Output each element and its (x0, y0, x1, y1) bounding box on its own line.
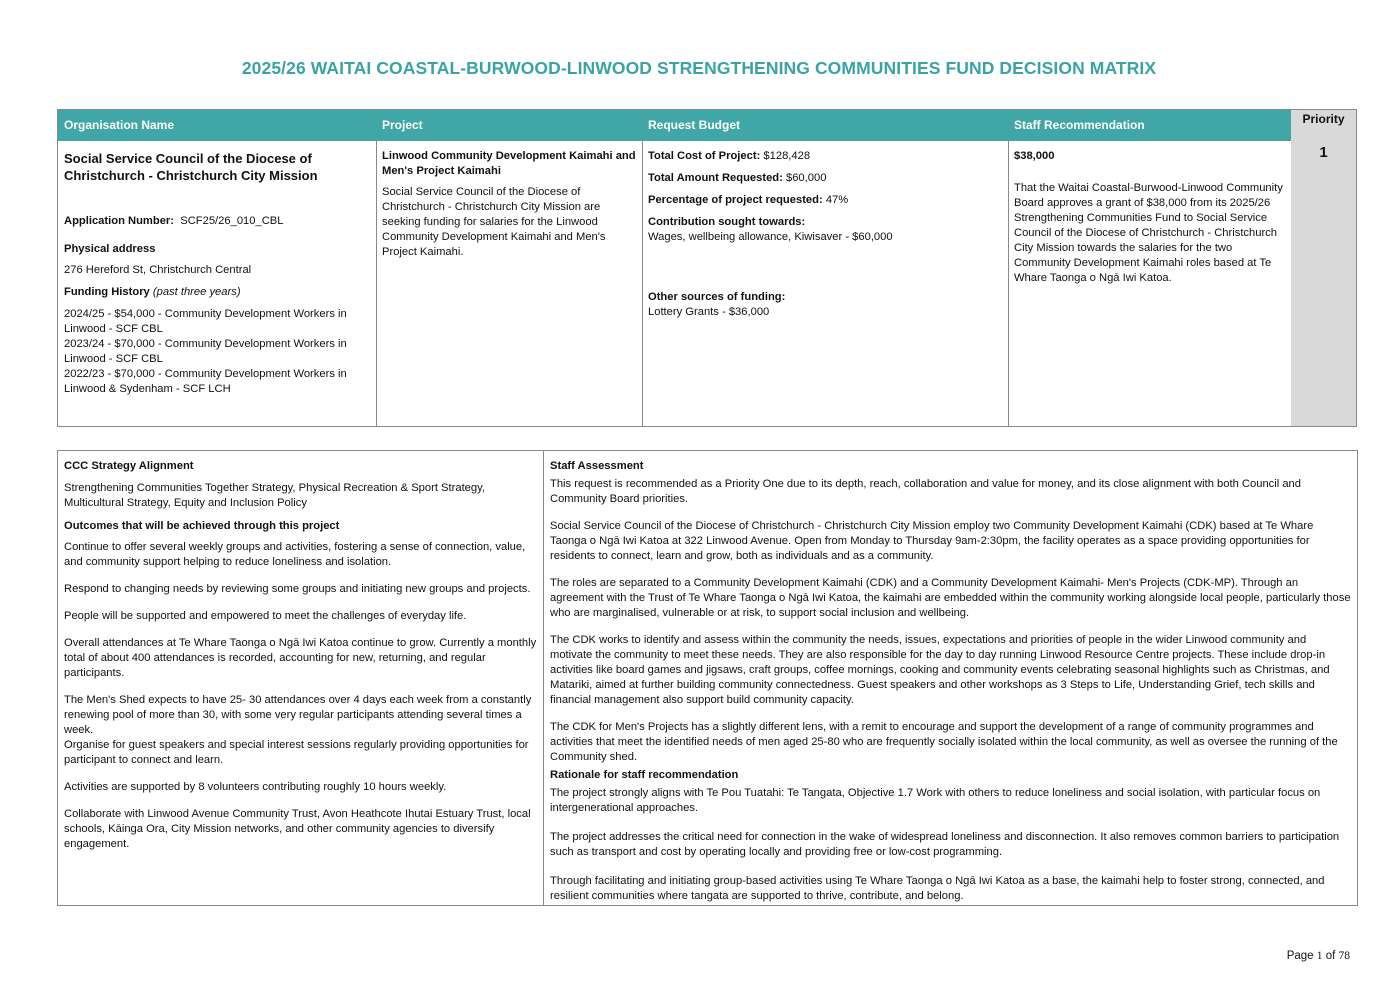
assessment-paragraph: This request is recommended as a Priority One due to its depth, reach, collaboration and value for money, and its close alignment with both Council and Community Board priorities. (550, 478, 1302, 505)
assessment-paragraph: The roles are separated to a Community Development Kaimahi (CDK) and a Community Development Kaimahi- Men's Projects (CDK-MP). Through an agreement with the Trust of Te Whare Taonga o Ngā Iwi Katoa, the kaimahi are embedded within the community working alongside local people, particularly those who are marginalised, vulnerable or at risk, to support social inclusion and wellbeing. (550, 577, 1351, 619)
project-column (376, 110, 642, 426)
rationale-heading: Rationale for staff recommendation (550, 769, 739, 781)
total-cost: Total Cost of Project: $128,428 (648, 150, 811, 162)
org-header: Organisation Name (58, 110, 376, 141)
outcome-item: People will be supported and empowered to meet the challenges of everyday life. (64, 610, 467, 622)
outcome-item: Overall attendances at Te Whare Taonga o Ngā Iwi Katoa continue to grow. Currently a monthly total of about 400 attendances is recorded, accounting for new, returning, and regular participants. (64, 637, 537, 679)
other-funding-label: Other sources of funding: (648, 291, 786, 303)
project-header: Project (376, 110, 642, 141)
strategy-heading: CCC Strategy Alignment (64, 460, 194, 472)
percentage-requested: Percentage of project requested: 47% (648, 194, 849, 206)
decision-table (57, 109, 1357, 427)
recommendation-column (1008, 110, 1291, 426)
assessment-column (543, 451, 1357, 905)
funding-history-item: 2023/24 - $70,000 - Community Development Workers in Linwood - SCF CBL (64, 338, 347, 365)
outcome-item: Respond to changing needs by reviewing some groups and initiating new groups and projects. (64, 583, 531, 595)
rationale-paragraph: Through facilitating and initiating group-based activities using Te Whare Taonga o Ngā Iwi Katoa as a base, the kaimahi help to foster strong, connected, and resilient communities where tangata are supported to thrive, contribute, and belong. (550, 875, 1325, 902)
contribution: Wages, wellbeing allowance, Kiwisaver - $60,000 (648, 231, 893, 243)
project-name: Linwood Community Development Kaimahi and Men's Project Kaimahi (382, 150, 636, 177)
rationale-paragraph: The project strongly aligns with Te Pou Tuatahi: Te Tangata, Objective 1.7 Work with others to reduce loneliness and social isolation, with particular focus on intergenerational approaches. (550, 787, 1321, 814)
strategy-column (58, 451, 543, 905)
outcome-item: Collaborate with Linwood Avenue Community Trust, Avon Heathcote Ihutai Estuary Trust, local schools, Kāinga Ora, City Mission networks, and other community agencies to diversify engagement. (64, 808, 531, 850)
rationale-paragraph: The project addresses the critical need for connection in the wake of widespread loneliness and disconnection. It also removes common barriers to participation such as transport and cost by operating locally and providing free or low-cost programming. (550, 831, 1340, 858)
recommended-amount: $38,000 (1014, 150, 1055, 162)
assessment-heading: Staff Assessment (550, 460, 644, 472)
assessment-paragraph: The CDK works to identify and assess within the community the needs, issues, expectations and priorities of people in the wider Linwood community and motivate the community to meet these needs. They are also responsible for the day to day running Linwood Resource Centre projects. These include drop-in activities like board games and jigsaws, craft groups, coffee mornings, cooking and community events celebrating seasonal highlights such as Christmas, and Matariki, aimed at further building community connectedness. Guest speakers and other workshops as 3 Steps to Life, Understanding Grief, tech skills and financial management also support build community capacity. (550, 634, 1330, 706)
contribution-label: Contribution sought towards: (648, 216, 806, 228)
assessment-paragraph: Social Service Council of the Diocese of Christchurch - Christchurch City Mission employ two Community Development Kaimahi (CDK) based at Te Whare Taonga o Ngā Iwi Katoa at 322 Linwood Avenue. Open from Monday to Thursday 9am-2:30pm, the facility operates as a space providing opportunities for residents to connect, learn and grow, both as individuals and as a community. (550, 520, 1314, 562)
funding-history-item: 2024/25 - $54,000 - Community Development Workers in Linwood - SCF CBL (64, 308, 347, 335)
page-footer: Page 1 of 78 (1286, 950, 1350, 962)
priority-header: Priority (1302, 112, 1345, 126)
outcome-item: Organise for guest speakers and special interest sessions regularly providing opportunities for participant to connect and learn. (64, 739, 529, 766)
outcome-item: Activities are supported by 8 volunteers contributing roughly 10 hours weekly. (64, 781, 447, 793)
application-number: Application Number: SCF25/26_010_CBL (64, 215, 284, 227)
funding-history-item: 2022/23 - $70,000 - Community Development Workers in Linwood & Sydenham - SCF LCH (64, 368, 347, 395)
project-description: Social Service Council of the Diocese of Christchurch - Christchurch City Mission are seeking funding for salaries for the Linwood Community Development Kaimahi and Men's Project Kaimahi. (382, 186, 606, 258)
page-title: 2025/26 WAITAI COASTAL-BURWOOD-LINWOOD STRENGTHENING COMMUNITIES FUND DECISION MATRIX (241, 58, 1157, 78)
other-funding: Lottery Grants - $36,000 (648, 306, 770, 318)
recommendation-header: Staff Recommendation (1008, 110, 1291, 141)
budget-column (642, 110, 1008, 426)
strategy-text: Strengthening Communities Together Strategy, Physical Recreation & Sport Strategy, Multicultural Strategy, Equity and Inclusion Policy (64, 482, 485, 509)
priority-value: 1 (1319, 144, 1328, 161)
outcomes-heading: Outcomes that will be achieved through this project (64, 520, 340, 532)
outcome-item: Continue to offer several weekly groups and activities, fostering a sense of connection, value, and community support helping to reduce loneliness and isolation. (64, 541, 526, 568)
org-name: Social Service Council of the Diocese of Christchurch - Christchurch City Mission (64, 151, 318, 183)
outcome-item: The Men's Shed expects to have 25- 30 attendances over 4 days each week from a constantly renewing pool of more than 30, with some very regular participants attending several times a week. (64, 694, 532, 736)
funding-history-label: Funding History (past three years) (64, 286, 241, 298)
assessment-table (57, 450, 1358, 906)
recommendation-text: That the Waitai Coastal-Burwood-Linwood Community Board approves a grant of $38,000 from its 2025/26 Strengthening Communities Fund to Social Service Council of the Diocese of Christchurch - Christchurch City Mission towards the salaries for the two Community Development Kaimahi roles based at Te Whare Taonga o Ngā Iwi Katoa. (1014, 182, 1283, 284)
priority-column (1291, 110, 1356, 426)
address: 276 Hereford St, Christchurch Central (64, 264, 252, 276)
assessment-paragraph: The CDK for Men's Projects has a slightly different lens, with a remit to encourage and support the development of a range of community programmes and activities that meet the identified needs of men aged 25-80 who are frequently socially isolated within the local community, as well as oversee the running of the Community shed. (550, 721, 1338, 763)
total-requested: Total Amount Requested: $60,000 (648, 172, 827, 184)
address-label: Physical address (64, 243, 156, 255)
budget-header: Request Budget (642, 110, 1008, 141)
org-column (58, 110, 376, 426)
